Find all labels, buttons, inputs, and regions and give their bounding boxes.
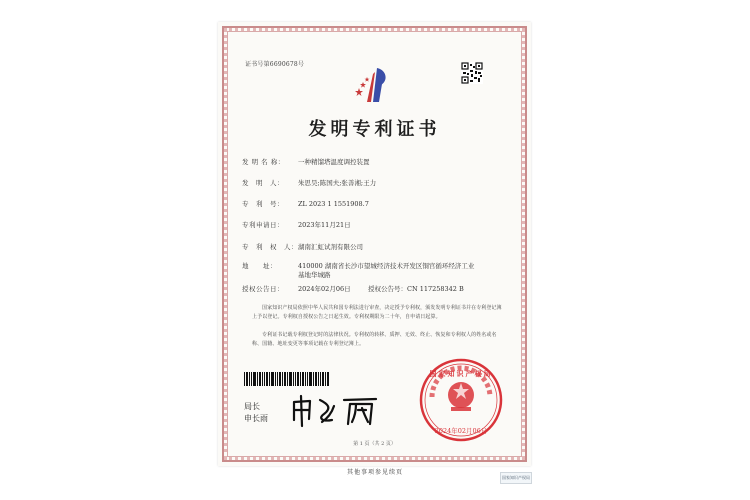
field-value: 410000 湖南省长沙市望城经济技术开发区铜官循环经济工业基地华城路 xyxy=(298,262,475,279)
leader-name: 申长雨 xyxy=(244,414,268,423)
field-value: 2023年11月21日 xyxy=(298,221,351,229)
seal-text: 国家知识产权局 xyxy=(429,369,493,378)
seal-date: 2024年02月06日 xyxy=(434,427,488,435)
patent-certificate xyxy=(218,22,531,466)
field-label: 地 址： xyxy=(242,262,277,270)
field-label: 授权公告号： xyxy=(368,285,407,293)
leader-title: 局长 xyxy=(244,402,260,411)
field-label: 发 明 名 称： xyxy=(242,158,285,166)
field-label: 发 明 人： xyxy=(242,179,284,187)
field-value: 湖南汇虹试剂有限公司 xyxy=(298,243,363,251)
field-label: 专 利 权 人： xyxy=(242,243,298,251)
field-value: 2024年02月06日 xyxy=(298,285,351,293)
field-address xyxy=(242,262,478,280)
field-label: 专利申请日： xyxy=(242,221,284,229)
page-number: 第 1 页（共 2 页） xyxy=(353,441,396,447)
field-application-date xyxy=(242,221,351,230)
field-value: 一种精馏塔温度调控装置 xyxy=(298,158,370,166)
legal-status-paragraph: 专利证书记载专利权登记时的法律状况。专利权的转移、质押、无效、终止、恢复和专利权人的姓名或名称、国籍、地址变更等事项记载在专利登记簿上。 xyxy=(252,332,497,347)
cnipa-logo-icon xyxy=(353,64,395,106)
footer-note: 其他事项参见续页 xyxy=(346,469,403,476)
field-value: 朱思昊;陈国夫;张善湘;王力 xyxy=(298,179,377,187)
field-patentee xyxy=(242,243,363,252)
field-inventors xyxy=(242,179,376,188)
field-label: 授权公告日： xyxy=(242,285,284,293)
field-announce xyxy=(242,285,464,294)
grant-paragraph: 国家知识产权局依照中华人民共和国专利法进行审查，决定授予专利权，颁发发明专利证书并在专利登记簿上予以登记。专利权自授权公告之日起生效。专利权期限为二十年，自申请日起算。 xyxy=(252,305,502,320)
certificate-number: 证书号第6690678号 xyxy=(245,61,305,68)
signature-icon xyxy=(288,392,398,428)
field-value: ZL 2023 1 1551908.7 xyxy=(298,200,369,208)
cnipa-badge: 国家知识产权局 xyxy=(500,472,532,484)
certificate-title: 发明专利证书 xyxy=(308,119,441,140)
field-patent-number xyxy=(242,200,369,209)
field-invention-name xyxy=(242,158,370,167)
field-label: 专 利 号： xyxy=(242,200,284,208)
qr-code-icon xyxy=(461,62,483,84)
field-value: CN 117258342 B xyxy=(407,285,464,293)
barcode-icon xyxy=(244,372,330,386)
